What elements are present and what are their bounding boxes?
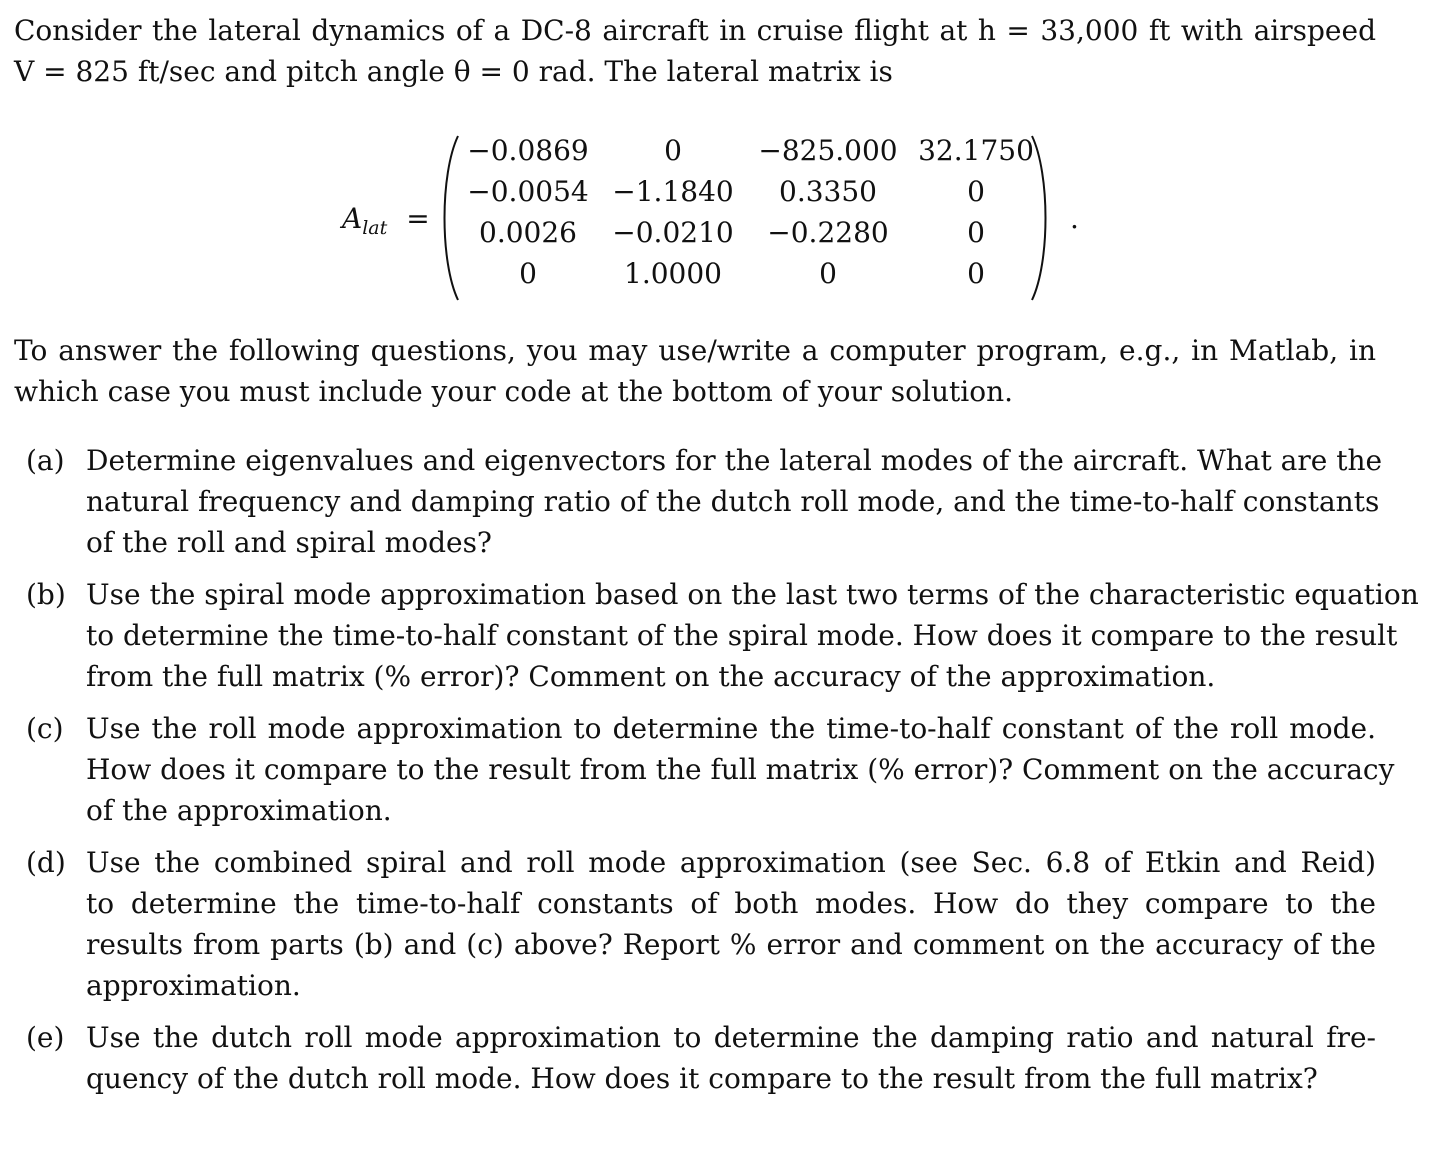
question-item <box>14 708 1395 831</box>
matrix-cell: 0 <box>664 134 682 167</box>
left-parenthesis-icon <box>438 134 460 302</box>
question-item <box>14 574 1419 697</box>
matrix-cell: 1.0000 <box>624 257 722 290</box>
matrix-period: . <box>1070 202 1079 235</box>
matrix-cell: 0 <box>967 216 985 249</box>
matrix-name: A <box>342 202 363 235</box>
question-line: results from parts (b) and (c) above? Report % error and comment on the accuracy of the <box>86 928 1376 961</box>
matrix-cell: 0 <box>819 257 837 290</box>
question-line: from the full matrix (% error)? Comment on the accuracy of the approximation. <box>86 660 1216 693</box>
matrix-cell: −0.0054 <box>467 175 589 208</box>
matrix-cell: −1.1840 <box>612 175 734 208</box>
question-line: of the approximation. <box>86 794 392 827</box>
matrix-row <box>464 171 1050 212</box>
question-line: approximation. <box>86 969 301 1002</box>
matrix-row <box>464 212 1050 253</box>
matrix-cell: −0.0869 <box>467 134 589 167</box>
instructions-paragraph <box>14 330 1376 412</box>
intro-line-1 <box>14 10 1376 51</box>
matrix-table <box>464 130 1050 294</box>
question-label: (d) <box>26 846 66 879</box>
question-item <box>14 842 1376 1006</box>
question-label: (e) <box>26 1021 65 1054</box>
question-text <box>86 574 1419 697</box>
matrix-row <box>464 253 1050 294</box>
question-line: natural frequency and damping ratio of the dutch roll mode, and the time-to-half constants <box>86 485 1380 518</box>
matrix-subscript: lat <box>362 217 388 239</box>
question-item <box>14 1017 1376 1099</box>
matrix-row <box>464 130 1050 171</box>
question-line: Determine eigenvalues and eigenvectors for the lateral modes of the aircraft. What are the <box>86 444 1383 477</box>
question-line: to determine the time-to-half constants of both modes. How do they compare to the <box>86 887 1376 920</box>
matrix-cell: 32.1750 <box>918 134 1034 167</box>
intro-line-2: V = 825 ft/sec and pitch angle θ = 0 rad. The lateral matrix is <box>14 55 893 88</box>
question-line: to determine the time-to-half constant of the spiral mode. How does it compare to the result <box>86 619 1398 652</box>
question-label: (c) <box>26 712 64 745</box>
matrix-cell: 0 <box>519 257 537 290</box>
question-line: quency of the dutch roll mode. How does it compare to the result from the full matrix? <box>86 1062 1318 1095</box>
question-line: Use the roll mode approximation to determine the time-to-half constant of the roll mode. <box>86 712 1376 745</box>
question-text <box>86 842 1376 1006</box>
right-parenthesis-icon <box>1030 134 1052 302</box>
intro-line-1-text: Consider the lateral dynamics of a DC-8 aircraft in cruise flight at h = 33,000 ft with airspeed <box>14 14 1376 47</box>
question-line: Use the dutch roll mode approximation to determine the damping ratio and natural fre- <box>86 1021 1376 1054</box>
matrix-cell: −0.2280 <box>767 216 889 249</box>
question-line: of the roll and spiral modes? <box>86 526 492 559</box>
note-line-1 <box>14 330 1376 371</box>
matrix-cell: −825.000 <box>758 134 898 167</box>
intro-paragraph <box>14 10 1376 92</box>
question-text <box>86 440 1383 563</box>
question-text <box>86 708 1395 831</box>
matrix-label <box>342 202 430 239</box>
matrix-cell: 0.0026 <box>479 216 577 249</box>
question-label: (a) <box>26 444 65 477</box>
matrix-cell: 0 <box>967 257 985 290</box>
lateral-matrix <box>330 130 1090 310</box>
question-text <box>86 1017 1376 1099</box>
question-line: Use the combined spiral and roll mode approximation (see Sec. 6.8 of Etkin and Reid) <box>86 846 1376 879</box>
note-line-1-text: To answer the following questions, you may use/write a computer program, e.g., in Matlab, in <box>14 334 1376 367</box>
note-line-2: which case you must include your code at the bottom of your solution. <box>14 375 1014 408</box>
question-label: (b) <box>26 578 66 611</box>
question-item <box>14 440 1383 563</box>
question-line: Use the spiral mode approximation based on the last two terms of the characteristic equation <box>86 578 1419 611</box>
matrix-equals: = <box>406 202 430 235</box>
question-list <box>14 440 1419 1110</box>
question-line: How does it compare to the result from the full matrix (% error)? Comment on the accuracy <box>86 753 1395 786</box>
matrix-cell: 0 <box>967 175 985 208</box>
matrix-cell: −0.0210 <box>612 216 734 249</box>
matrix-cell: 0.3350 <box>779 175 877 208</box>
